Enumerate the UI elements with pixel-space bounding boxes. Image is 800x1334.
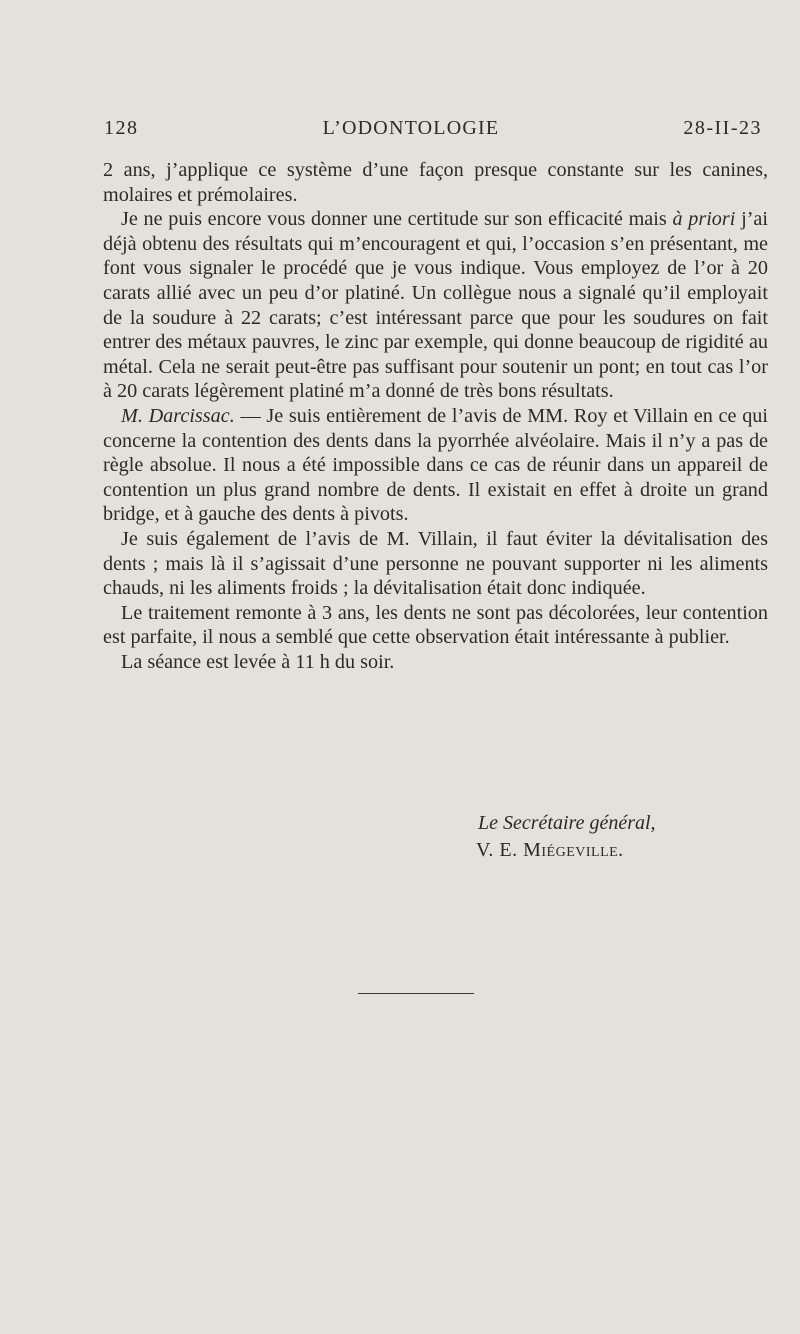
page-number: 128 <box>104 117 139 139</box>
paragraph-text: j’ai déjà obtenu des résultats qui m’encouragent et qui, l’occasion s’en présentant, me font vous signaler le procédé que je vous indique. Vous employez de l’or à 20 carats allié avec un peu d’or platiné. Un collègue nous a signalé qu’il employait de la soudure à 22 carats; c’est intéressant parce que pour les soudures on fait entrer des métaux pauvres, le zinc par exemple, qui donne beaucoup de rigidité au métal. Cela ne serait peut-être pas suffisant pour soutenir un pont; en tout cas l’or à 20 carats légèrement platiné m’a donné de très bons résultats. <box>103 208 768 403</box>
paragraph-efficacy <box>103 207 768 404</box>
speaker-name: M. Darcissac. <box>121 404 235 427</box>
signature-block <box>476 810 656 864</box>
body-text <box>103 158 768 674</box>
paragraph-text: — Je suis entièrement de l’avis de MM. Roy et Villain en ce qui concerne la contention des dents dans la pyorrhée alvéolaire. Mais il n’y a pas de règle absolue. Il nous a été impossible dans ce cas de réunir dans un appareil de contention un plus grand nombre de dents. Il existait en effet à droite un grand bridge, et à gauche des dents à pivots. <box>103 404 768 526</box>
paragraph-traitement <box>103 601 768 650</box>
issue-date: 28-II-23 <box>683 117 762 139</box>
signature-name: V. E. Miégeville. <box>476 839 624 861</box>
paragraph-text: La séance est levée à 11 h du soir. <box>121 650 395 673</box>
paragraph-text: Le traitement remonte à 3 ans, les dents ne sont pas décolorées, leur contention est parfaite, il nous a semblé que cette observation était intéressante à publier. <box>103 601 768 649</box>
paragraph-continuation <box>103 158 768 207</box>
italic-phrase: à priori <box>672 208 736 231</box>
paragraph-text: Je ne puis encore vous donner une certitude sur son efficacité mais <box>121 208 673 231</box>
running-header <box>104 117 762 140</box>
paragraph-text: Je suis également de l’avis de M. Villain, il faut éviter la dévitalisation des dents ; mais là il s’agissait d’une personne ne pouvant supporter ni les aliments chauds, ni les aliments froids ; la dévitalisation était donc indiquée. <box>103 527 768 600</box>
signature-role: Le Secrétaire général, <box>478 812 656 834</box>
paragraph-devitalisation <box>103 527 768 601</box>
paragraph-darcissac <box>103 404 768 527</box>
paragraph-closing <box>103 650 768 675</box>
journal-title: L’ODONTOLOGIE <box>322 117 500 139</box>
section-divider <box>358 993 474 994</box>
paragraph-text: 2 ans, j’applique ce système d’une façon presque constante sur les canines, molaires et prémolaires. <box>103 159 768 206</box>
